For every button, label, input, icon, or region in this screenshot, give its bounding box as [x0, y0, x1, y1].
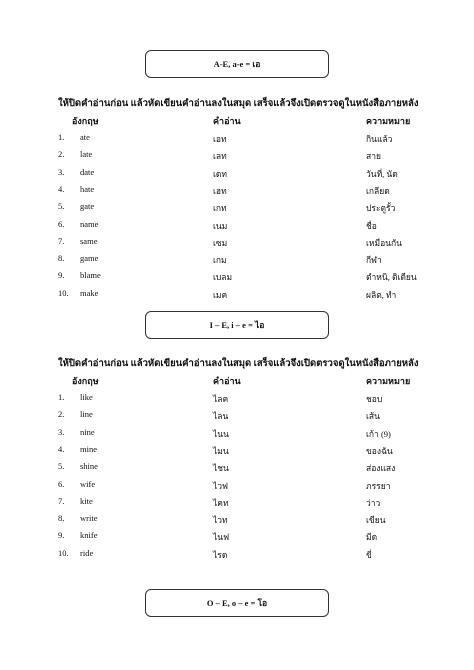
english-word: ride: [80, 547, 94, 558]
thai-reading: เนม: [213, 220, 228, 231]
thai-reading: เฮท: [213, 185, 227, 196]
thai-meaning: ของฉัน: [366, 445, 393, 456]
thai-meaning: ชอบ: [366, 394, 383, 404]
thai-reading: เกท: [213, 203, 227, 214]
vocab-row: [0, 461, 474, 473]
thai-reading: ไชน: [213, 463, 229, 474]
vocab-row: [0, 530, 474, 542]
instruction-text: ให้ปิดคำอ่านก่อน แล้วหัดเขียนคำอ่านลงในสมุด เสร็จแล้วจึงเปิดตรวจดูในหนังสือภายหลัง: [58, 359, 419, 369]
vocab-row: [0, 132, 474, 144]
vocab-row: [0, 184, 474, 196]
row-number: 8.: [58, 253, 65, 264]
thai-reading: เมค: [213, 289, 228, 300]
thai-meaning: มีด: [366, 532, 378, 543]
thai-meaning: เหมือนกัน: [366, 237, 402, 248]
thai-reading: ไลค: [213, 394, 229, 404]
row-number: 7.: [58, 495, 65, 506]
row-number: 2.: [58, 149, 65, 160]
thai-meaning: วันที่, นัด: [366, 168, 398, 179]
english-word: ate: [80, 132, 90, 142]
english-word: knife: [80, 530, 98, 541]
thai-meaning: ว่าว: [366, 497, 381, 508]
english-word: date: [80, 166, 95, 177]
english-word: mine: [80, 443, 97, 454]
english-word: blame: [80, 270, 101, 281]
row-number: 1.: [58, 392, 65, 402]
column-header-reading: คำอ่าน: [213, 116, 241, 126]
column-header-meaning: ความหมาย: [366, 376, 411, 386]
thai-meaning: เกลียด: [366, 185, 390, 196]
thai-meaning: ประตูรั้ว: [366, 203, 396, 214]
row-number: 5.: [58, 461, 65, 472]
thai-reading: ไลน: [213, 411, 229, 422]
vocab-row: [0, 253, 474, 265]
column-header-english: อังกฤษ: [72, 116, 99, 126]
thai-meaning: เขียน: [366, 515, 386, 526]
english-word: game: [80, 253, 99, 264]
row-number: 4.: [58, 443, 65, 454]
thai-meaning: สาย: [366, 151, 381, 162]
thai-meaning: ขี่: [366, 549, 372, 560]
thai-meaning: เก้า (9): [366, 428, 391, 439]
thai-reading: เดท: [213, 168, 228, 179]
thai-meaning: กีฬา: [366, 255, 382, 266]
vocab-row: [0, 392, 474, 404]
thai-reading: ไรด: [213, 549, 228, 560]
thai-reading: ไนฟ: [213, 532, 230, 543]
row-number: 8.: [58, 513, 65, 524]
row-number: 4.: [58, 183, 65, 194]
vocab-row: [0, 548, 474, 560]
english-word: shine: [80, 461, 98, 472]
vocab-row: [0, 270, 474, 282]
thai-reading: ไวฟ: [213, 480, 229, 491]
vocab-row: [0, 444, 474, 456]
thai-meaning: ชื่อ: [366, 220, 377, 231]
vocab-row: [0, 409, 474, 421]
english-word: name: [80, 218, 99, 229]
english-word: late: [80, 149, 93, 160]
row-number: 3.: [58, 166, 65, 177]
thai-meaning: ตำหนิ, ติเตียน: [366, 272, 417, 283]
vocab-row: [0, 219, 474, 231]
english-word: nine: [80, 426, 95, 437]
vocab-row: [0, 149, 474, 161]
thai-meaning: ภรรยา: [366, 480, 391, 491]
english-word: like: [80, 392, 93, 402]
row-number: 7.: [58, 235, 65, 246]
row-number: 1.: [58, 132, 65, 142]
english-word: wife: [80, 478, 96, 489]
section-title-box: O – E, o – e = โอ: [145, 589, 329, 617]
row-number: 10.: [58, 547, 69, 558]
vocab-row: [0, 479, 474, 491]
english-word: same: [80, 235, 98, 246]
section-title-box: A-E, a-e = เอ: [145, 50, 329, 78]
thai-reading: เอท: [213, 134, 227, 144]
thai-reading: เซม: [213, 237, 228, 248]
row-number: 2.: [58, 409, 65, 420]
vocab-row: [0, 201, 474, 213]
english-word: hate: [80, 183, 95, 194]
english-word: gate: [80, 201, 95, 212]
column-header-reading: คำอ่าน: [213, 376, 241, 386]
thai-reading: เกม: [213, 255, 227, 266]
column-header-meaning: ความหมาย: [366, 116, 411, 126]
thai-meaning: ผลิต, ทำ: [366, 289, 397, 300]
row-number: 10.: [58, 287, 69, 298]
row-number: 9.: [58, 270, 65, 281]
vocab-row: [0, 236, 474, 248]
vocab-row: [0, 427, 474, 439]
thai-reading: ไมน: [213, 445, 229, 456]
thai-reading: ไวท: [213, 515, 228, 526]
thai-meaning: กินแล้ว: [366, 134, 393, 144]
thai-reading: เลท: [213, 151, 227, 162]
vocab-row: [0, 496, 474, 508]
column-header-english: อังกฤษ: [72, 376, 99, 386]
thai-reading: เบลม: [213, 272, 233, 283]
vocab-row: [0, 288, 474, 300]
row-number: 5.: [58, 201, 65, 212]
vocab-row: [0, 167, 474, 179]
thai-meaning: ส่องแสง: [366, 463, 396, 474]
row-number: 3.: [58, 426, 65, 437]
thai-reading: ไนน: [213, 428, 229, 439]
thai-meaning: เส้น: [366, 411, 380, 422]
english-word: make: [80, 287, 99, 298]
thai-reading: ไคท: [213, 497, 229, 508]
row-number: 6.: [58, 478, 65, 489]
row-number: 6.: [58, 218, 65, 229]
english-word: kite: [80, 495, 93, 506]
instruction-text: ให้ปิดคำอ่านก่อน แล้วหัดเขียนคำอ่านลงในสมุด เสร็จแล้วจึงเปิดตรวจดูในหนังสือภายหลัง: [58, 99, 419, 109]
section-title-box: I – E, i – e = ไอ: [145, 311, 329, 339]
vocab-row: [0, 513, 474, 525]
english-word: line: [80, 409, 93, 420]
english-word: write: [80, 513, 98, 524]
row-number: 9.: [58, 530, 65, 541]
